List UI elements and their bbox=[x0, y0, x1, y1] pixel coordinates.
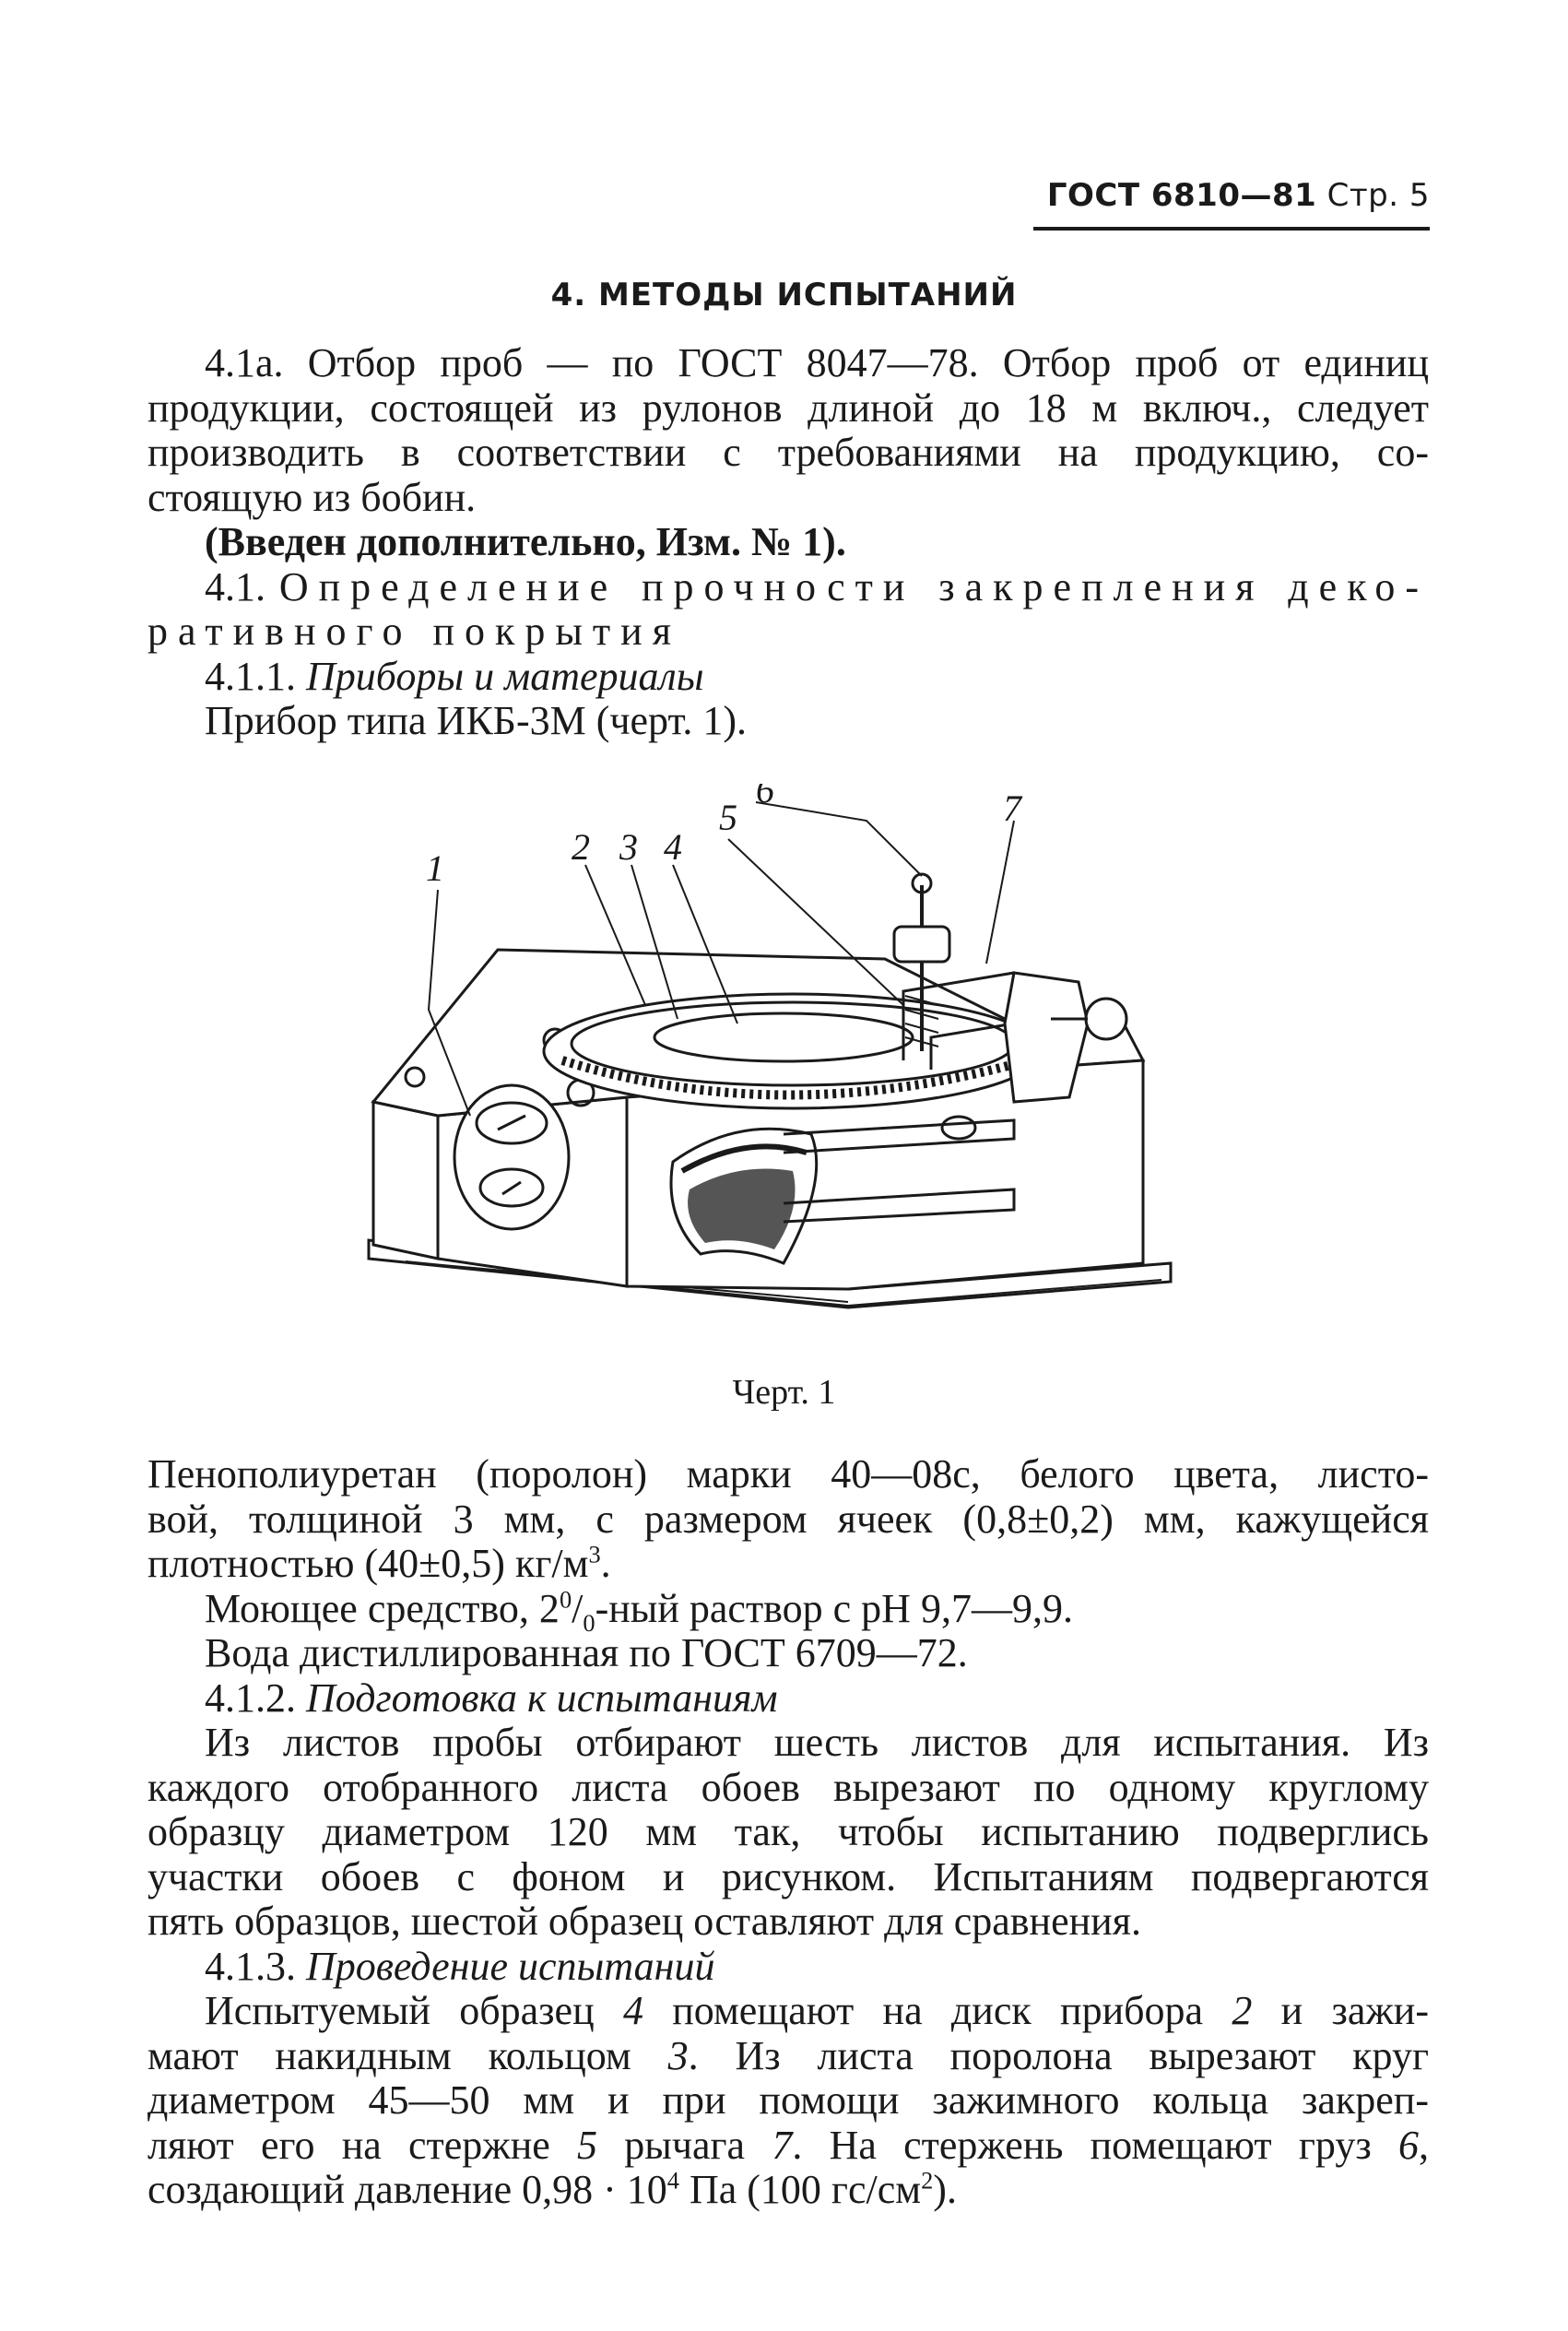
paragraph-4-1-3-line-4: ляют его на стержне 5 рычага 7. На стержень помещают груз 6, bbox=[147, 2122, 1429, 2168]
housing-front bbox=[373, 1102, 438, 1259]
figure-label-2: 2 bbox=[572, 826, 590, 868]
paragraph-4-1-2-line-4: участки обоев с фоном и рисунком. Испытаниям подвергаются bbox=[147, 1853, 1429, 1899]
paragraph-4-1-1 bbox=[147, 655, 1429, 700]
figure-label-7: 7 bbox=[1003, 787, 1021, 829]
leader-6 bbox=[756, 802, 922, 876]
figure-label-1: 1 bbox=[426, 847, 444, 889]
standard-number: ГОСТ 6810—81 bbox=[1046, 177, 1317, 214]
text-block-bottom bbox=[147, 1452, 1429, 2213]
gauge-panel bbox=[454, 1085, 569, 1229]
clause-title: Подготовка к испытаниям bbox=[306, 1674, 778, 1721]
paragraph-4-1a-line-2: продукции, состоящей из рулонов длиной до 18 м включ., следует bbox=[147, 385, 1429, 431]
clause-title: Определение прочности закрепления деко- bbox=[278, 563, 1429, 609]
water-line: Вода дистиллированная по ГОСТ 6709—72. bbox=[205, 1630, 968, 1675]
foam-line-2: вой, толщиной 3 мм, с размером ячеек (0,8±0,2) мм, кажущейся bbox=[147, 1496, 1429, 1542]
paragraph-4-1a-line-4: стоящую из бобин. bbox=[147, 474, 477, 520]
device-drawing bbox=[350, 784, 1217, 1337]
clause-number: 4.1. bbox=[205, 563, 265, 609]
clause-number: 4.1.2. bbox=[205, 1674, 296, 1721]
paragraph-4-1-3-line-2: мают накидным кольцом 3. Из листа поролона вырезают круг bbox=[147, 2032, 1429, 2078]
section-title: 4. МЕТОДЫ ИСПЫТАНИЙ bbox=[550, 277, 1018, 314]
paragraph-4-1a-line-1: 4.1а. Отбор проб — по ГОСТ 8047—78. Отбор проб от единиц bbox=[205, 340, 1429, 385]
page-number: Стр. 5 bbox=[1326, 177, 1430, 214]
paragraph-4-1-3-heading bbox=[147, 1945, 1429, 1990]
figure-caption: Черт. 1 bbox=[732, 1373, 836, 1412]
paragraph-4-1-3-line-3: диаметром 45—50 мм и при помощи зажимного кольца закреп- bbox=[147, 2077, 1429, 2123]
foam-line-3: плотностью (40±0,5) $кг/м^3$. bbox=[147, 1540, 611, 1586]
paragraph-4-1-2-line-3: образцу диаметром 120 мм так, чтобы испытанию подверглись bbox=[147, 1809, 1429, 1854]
amendment-note: (Введен дополнительно, Изм. № 1). bbox=[205, 519, 846, 564]
clause-title: Приборы и материалы bbox=[306, 653, 704, 699]
paragraph-4-1-2-line-1: Из листов пробы отбирают шесть листов для испытания. Из bbox=[205, 1720, 1429, 1765]
paragraph-4-1-line-2: ративного покрытия bbox=[147, 609, 681, 654]
text-block-top bbox=[147, 341, 1429, 744]
bracket-knob bbox=[1086, 999, 1126, 1039]
foam-line-1: Пенополиуретан (поролон) марки 40—08с, белого цвета, листо- bbox=[147, 1451, 1429, 1497]
paragraph-4-1-2-heading bbox=[147, 1676, 1429, 1722]
clause-title: Проведение испытаний bbox=[306, 1943, 715, 1989]
detergent-line: Моющее средство, $2^0/_0$-ный раствор с рН 9,7—9,9. bbox=[205, 1584, 1073, 1637]
paragraph-4-1a-line-3: производить в соответствии с требованиями на продукцию, со- bbox=[147, 430, 1429, 475]
paragraph-4-1-line-1 bbox=[147, 565, 1429, 610]
figure-label-5: 5 bbox=[719, 797, 737, 838]
clause-number: 4.1.1. bbox=[205, 653, 296, 699]
clause-number: 4.1.3. bbox=[205, 1943, 296, 1989]
paragraph-4-1-3-line-1: Испытуемый образец 4 помещают на диск прибора 2 и зажи- bbox=[205, 1988, 1430, 2033]
paragraph-4-1-2-line-5: пять образцов, шестой образец оставляют для сравнения. bbox=[147, 1899, 1141, 1944]
paragraph-4-1-2-line-2: каждого отобранного листа обоев вырезают по одному круглому bbox=[147, 1764, 1429, 1810]
weight bbox=[894, 927, 949, 962]
figure-label-6: 6 bbox=[756, 784, 774, 811]
figure-label-4: 4 bbox=[664, 826, 682, 868]
device-line: Прибор типа ИКБ-3М (черт. 1). bbox=[205, 698, 748, 743]
paragraph-4-1-3-line-5: создающий давление $0,98 \cdot 10^4$ Па (100 $гс/см^2$). bbox=[147, 2166, 957, 2212]
page-header bbox=[1033, 177, 1430, 231]
leader-7 bbox=[986, 821, 1014, 964]
figure-label-3: 3 bbox=[619, 826, 638, 868]
